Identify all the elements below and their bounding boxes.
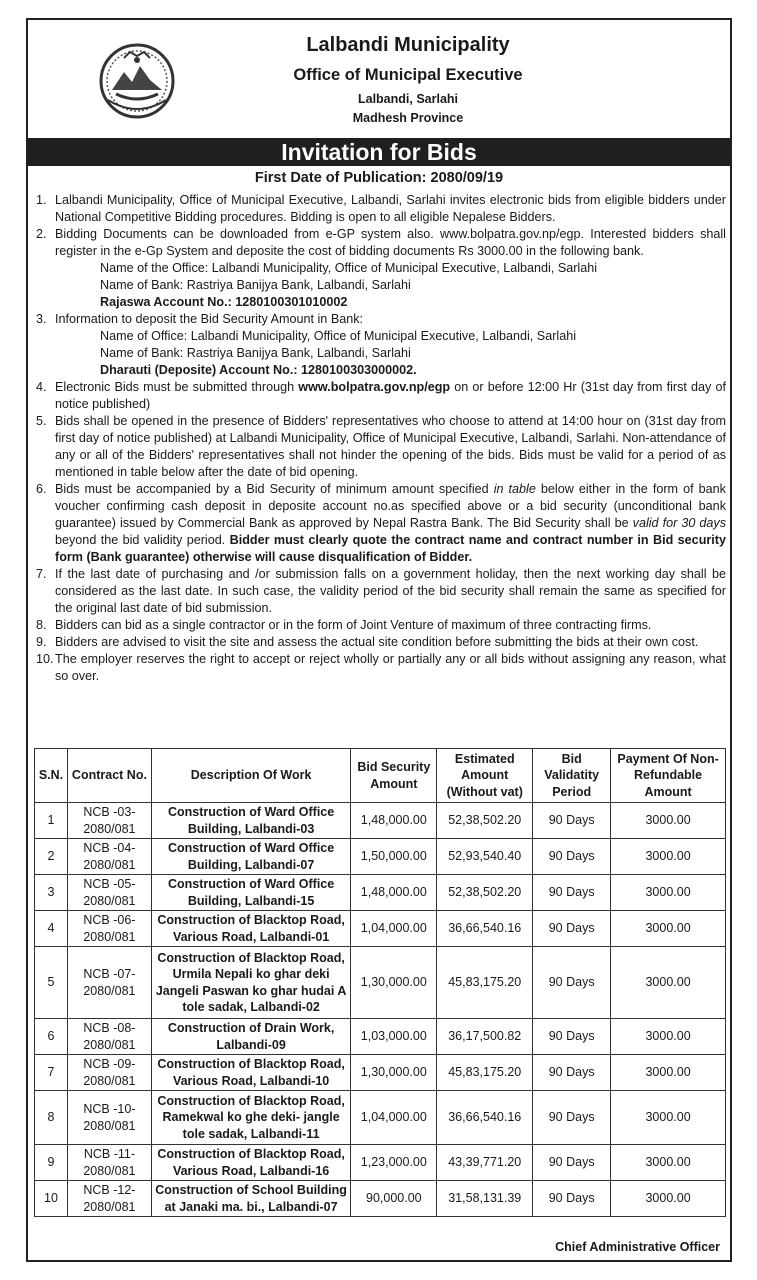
office-name: Office of Municipal Executive [293,66,523,84]
bank-name-line: Name of Bank: Rastriya Banijya Bank, Lalbandi, Sarlahi [100,346,411,360]
table-row [35,1019,726,1055]
item-text-part: beyond the bid validity period. [55,533,230,547]
item-text-part: Electronic Bids must be submitted through [55,380,299,394]
item-text-part: Bids must be accompanied by a Bid Security of minimum amount specified [55,482,494,496]
notice-body [36,192,726,685]
bank-office-line: Name of Office: Lalbandi Municipality, Office of Municipal Executive, Lalbandi, Sarlahi [100,329,577,343]
cell-description: Construction of Blacktop Road, Various Road, Lalbandi-16 [151,1145,350,1181]
cell-validity: 90 Days [533,803,611,839]
cell-payment: 3000.00 [611,1019,726,1055]
cell-bid-security: 1,23,000.00 [351,1145,437,1181]
cell-estimated-amount: 52,38,502.20 [437,803,533,839]
item-text: If the last date of purchasing and /or submission falls on a government holiday, then the next working day shall be considered as the last date. In such case, the validity period of the bid security shall remain the same as specified for the original last date of bid submission. [55,567,726,615]
table-row [35,1055,726,1091]
cell-description: Construction of Blacktop Road, Ramekwal ko ghe deki- jangle tole sadak, Lalbandi-11 [151,1091,350,1145]
item-text: Lalbandi Municipality, Office of Municipal Executive, Lalbandi, Sarlahi invites electronic bids from eligible bidders under National Competitive Bidding procedures. Bidding is open to all eligible Nepalese Bidders. [55,193,726,224]
cell-sn: 6 [35,1019,68,1055]
cell-bid-security: 90,000.00 [351,1181,437,1217]
cell-sn: 7 [35,1055,68,1091]
table-row [35,1145,726,1181]
cell-description: Construction of Ward Office Building, Lalbandi-15 [151,875,350,911]
office-location: Lalbandi, Sarlahi [357,92,459,106]
cell-bid-security: 1,04,000.00 [351,911,437,947]
item-text-part: valid for 30 days [632,516,726,530]
cell-validity: 90 Days [533,1055,611,1091]
table-row [35,839,726,875]
item-text: Bidders can bid as a single contractor or in the form of Joint Venture of maximum of three contracting firms. [55,618,652,632]
cell-payment: 3000.00 [611,1181,726,1217]
list-item [36,617,726,634]
cell-validity: 90 Days [533,947,611,1019]
signatory-title: Chief Administrative Officer [555,1240,720,1254]
cell-contract-no: NCB -06-2080/081 [67,911,151,947]
item-number: 10. [36,652,54,666]
cell-estimated-amount: 45,83,175.20 [437,947,533,1019]
item-text-part: below either in the form of bank voucher confirming cash deposit in deposite account no.as specified above or a bid security (unconditional bank guarantee) issued by Commercial Bank as approved by Nepal Rastra Bank. The Bid Security shall be [55,482,726,530]
notice-page [26,18,732,1262]
cell-payment: 3000.00 [611,1091,726,1145]
list-item [36,566,726,617]
cell-contract-no: NCB -08-2080/081 [67,1019,151,1055]
column-header: Description Of Work [151,749,350,803]
cell-contract-no: NCB -07-2080/081 [67,947,151,1019]
cell-sn: 4 [35,911,68,947]
table-header-row [35,749,726,803]
list-item [36,192,726,226]
cell-contract-no: NCB -05-2080/081 [67,875,151,911]
cell-payment: 3000.00 [611,911,726,947]
table-row [35,1091,726,1145]
cell-validity: 90 Days [533,875,611,911]
cell-description: Construction of Blacktop Road, Urmila Nepali ko ghar deki Jangeli Paswan ko ghar hudai A tole sadak, Lalbandi-02 [151,947,350,1019]
bank-account-line: Rajaswa Account No.: 1280100301010002 [100,295,348,309]
cell-contract-no: NCB -10-2080/081 [67,1091,151,1145]
cell-payment: 3000.00 [611,839,726,875]
list-item [36,226,726,260]
cell-estimated-amount: 45,83,175.20 [437,1055,533,1091]
item-number: 2. [36,227,47,241]
cell-sn: 9 [35,1145,68,1181]
cell-description: Construction of Blacktop Road, Various Road, Lalbandi-10 [151,1055,350,1091]
egp-link[interactable]: www.bolpatra.gov.np/egp [298,380,451,394]
bank-office-line: Name of the Office: Lalbandi Municipality, Office of Municipal Executive, Lalbandi, Sarlahi [100,261,598,275]
item-text: Bids shall be opened in the presence of Bidders' representatives who choose to attend at 14:00 hour on (31st day from first day of notice published) at Lalbandi Municipality, Office of Municipal Executive, Lalbandi, Sarlahi. Non-attendance of any or all of the Bidders' representatives shall not hinder the opening of the bids. Bids must be valid for a period of as mentioned in table below after the date of bid opening. [55,414,726,479]
table-row [35,875,726,911]
list-item [36,379,726,413]
cell-estimated-amount: 43,39,771.20 [437,1145,533,1181]
cell-contract-no: NCB -11-2080/081 [67,1145,151,1181]
cell-validity: 90 Days [533,1145,611,1181]
item-text-part: on or before 12:00 Hr (31st day from first day of notice published) [55,380,726,411]
list-item [36,651,726,685]
cell-sn: 2 [35,839,68,875]
column-header: Payment Of Non-Refundable Amount [611,749,726,803]
cell-payment: 3000.00 [611,1055,726,1091]
cell-bid-security: 1,03,000.00 [351,1019,437,1055]
cell-estimated-amount: 31,58,131.39 [437,1181,533,1217]
item-number: 6. [36,482,47,496]
cell-payment: 3000.00 [611,1145,726,1181]
cell-bid-security: 1,30,000.00 [351,1055,437,1091]
cell-description: Construction of School Building at Janaki ma. bi., Lalbandi-07 [151,1181,350,1217]
column-header: Bid Security Amount [351,749,437,803]
item-number: 3. [36,312,47,326]
cell-validity: 90 Days [533,1181,611,1217]
cell-payment: 3000.00 [611,947,726,1019]
item-number: 8. [36,618,47,632]
cell-validity: 90 Days [533,1091,611,1145]
cell-estimated-amount: 36,66,540.16 [437,1091,533,1145]
cell-validity: 90 Days [533,911,611,947]
cell-bid-security: 1,04,000.00 [351,1091,437,1145]
cell-description: Construction of Blacktop Road, Various Road, Lalbandi-01 [151,911,350,947]
column-header: Bid Validatity Period [533,749,611,803]
bank-account-line: Dharauti (Deposite) Account No.: 1280100303000002. [100,363,417,377]
table-row [35,911,726,947]
cell-sn: 8 [35,1091,68,1145]
cell-contract-no: NCB -04-2080/081 [67,839,151,875]
item-text: Bidders are advised to visit the site and assess the actual site condition before submitting the bids at their own cost. [55,635,699,649]
publication-date: First Date of Publication: 2080/09/19 [254,170,504,186]
column-header: S.N. [35,749,68,803]
item-text-part: in table [493,482,536,496]
table-row [35,1181,726,1217]
notice-header [28,20,730,138]
item-text [55,481,726,566]
cell-validity: 90 Days [533,839,611,875]
cell-contract-no: NCB -12-2080/081 [67,1181,151,1217]
item-text-part: Bidder must clearly quote the contract name and contract number in Bid security form (Bank guarantee) otherwise will cause disqualification of Bidder. [55,533,726,564]
list-item [36,311,726,328]
item-number: 9. [36,635,47,649]
item-text: Information to deposit the Bid Security Amount in Bank: [55,312,364,326]
bids-table [34,748,726,1217]
cell-validity: 90 Days [533,1019,611,1055]
table-row [35,803,726,839]
bank-name-line: Name of Bank: Rastriya Banijya Bank, Lalbandi, Sarlahi [100,278,411,292]
list-item [36,413,726,481]
item-number: 1. [36,193,47,207]
cell-bid-security: 1,30,000.00 [351,947,437,1019]
org-name: Lalbandi Municipality [306,34,510,56]
item-text: Bidding Documents can be downloaded from e-GP system also. www.bolpatra.gov.np/egp. Interested bidders shall register in the e-Gp System and deposite the cost of bidding documents Rs 3000.00 in the following bank. [55,227,726,258]
cell-description: Construction of Ward Office Building, Lalbandi-03 [151,803,350,839]
cell-sn: 5 [35,947,68,1019]
cell-estimated-amount: 36,66,540.16 [437,911,533,947]
table-row [35,947,726,1019]
item-number: 5. [36,414,47,428]
nepal-government-emblem-icon [94,38,180,124]
cell-bid-security: 1,48,000.00 [351,875,437,911]
cell-contract-no: NCB -09-2080/081 [67,1055,151,1091]
list-item [36,634,726,651]
cell-bid-security: 1,48,000.00 [351,803,437,839]
cell-estimated-amount: 52,38,502.20 [437,875,533,911]
column-header: Contract No. [67,749,151,803]
item-number: 7. [36,567,47,581]
cell-payment: 3000.00 [611,803,726,839]
item-text [55,379,726,413]
cell-estimated-amount: 52,93,540.40 [437,839,533,875]
cell-sn: 10 [35,1181,68,1217]
notice-title-banner: Invitation for Bids [28,138,730,166]
cell-sn: 3 [35,875,68,911]
cell-bid-security: 1,50,000.00 [351,839,437,875]
cell-description: Construction of Drain Work, Lalbandi-09 [151,1019,350,1055]
item-number: 4. [36,380,47,394]
item-text: The employer reserves the right to accept or reject wholly or partially any or all bids without assigning any reason, what so over. [55,652,726,683]
office-province: Madhesh Province [352,111,464,125]
column-header: Estimated Amount (Without vat) [437,749,533,803]
cell-sn: 1 [35,803,68,839]
cell-payment: 3000.00 [611,875,726,911]
cell-description: Construction of Ward Office Building, Lalbandi-07 [151,839,350,875]
cell-estimated-amount: 36,17,500.82 [437,1019,533,1055]
list-item [36,481,726,566]
cell-contract-no: NCB -03-2080/081 [67,803,151,839]
